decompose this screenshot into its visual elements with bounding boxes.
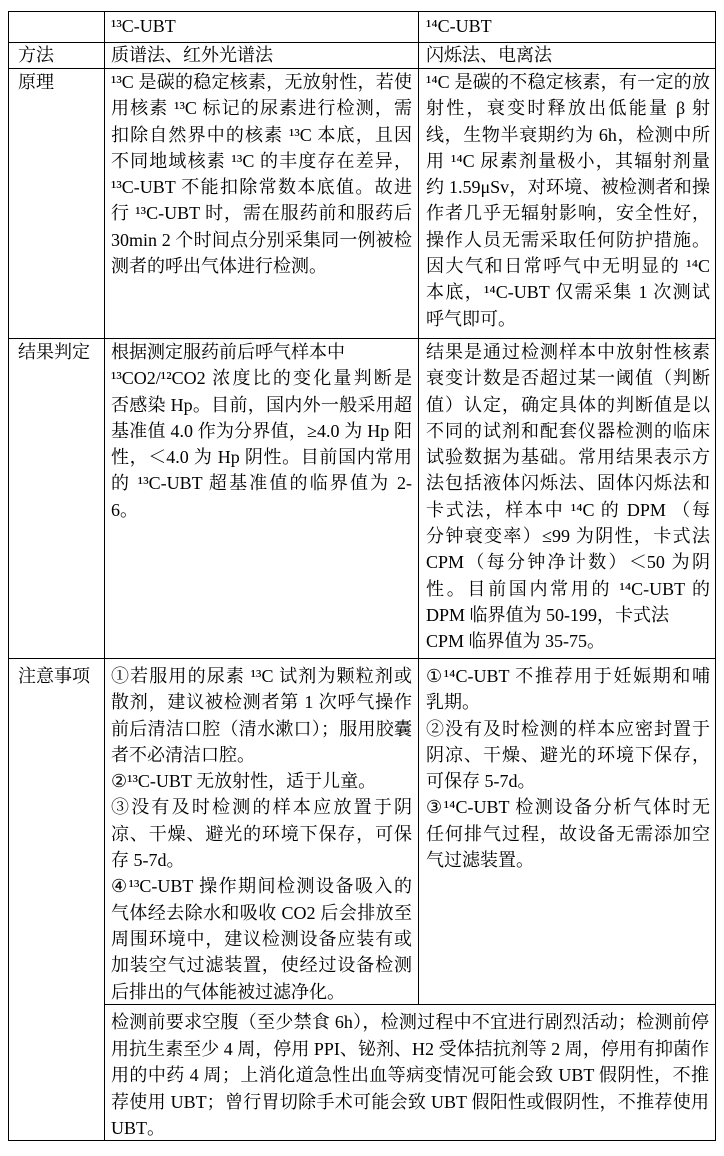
row-label-principle: 原理 (9, 69, 104, 338)
notes-13c-line: 前后清洁口腔（清水漱口）；服用胶囊 (111, 718, 412, 739)
principle-14c-line: 操作人员无需采取任何防护措施。 (426, 229, 710, 250)
principle-13c-line: ¹³C 是碳的稳定核素，无放射性，若使 (111, 72, 412, 92)
result-13c-cell (105, 339, 418, 658)
principle-13c-line: 扣除自然界中的核素 ¹³C 本底，且因 (111, 124, 412, 145)
row-label-result: 结果判定 (9, 339, 104, 658)
notes-14c-line: ②没有及时检测的样本应密封置于 (426, 718, 710, 739)
result-14c-line: 不同的试剂和配套仪器检测的临床 (426, 420, 710, 441)
principle-13c-line: 不同地域核素 ¹³C 的丰度存在差异， (111, 150, 412, 171)
result-14c-line: 值）认定，确定具体的判断值是以 (426, 394, 710, 415)
notes-14c-line: ①¹⁴C-UBT 不推荐用于妊娠期和哺 (426, 666, 710, 686)
notes-common-line: UBT。 (111, 1118, 165, 1138)
principle-13c-line: 用核素 ¹³C 标记的尿素进行检测，需 (111, 98, 412, 119)
notes-13c-line: 者不必清洁口腔。 (111, 744, 255, 765)
notes-13c-line: 周围环境中，建议检测设备应装有或 (111, 928, 412, 949)
principle-14c-line: 呼气即可。 (426, 308, 516, 329)
notes-13c-line: ④¹³C-UBT 操作期间检测设备吸入的 (111, 876, 412, 897)
notes-13c-line: 散剂，建议被检测者第 1 次呼气操作 (111, 692, 412, 713)
notes-14c-line: 气过滤装置。 (426, 850, 534, 871)
principle-13c-line: 行 ¹³C-UBT 时，需在服药前和服药后 (111, 203, 412, 224)
result-13c-line: 6。 (111, 499, 138, 520)
result-14c-line: DPM 临界值为 50-199，卡式法 (426, 604, 670, 625)
notes-common-line: 用的中药 4 周；上消化道急性出血等病变情况可能会致 UBT 假阴性，不推 (111, 1065, 709, 1085)
header-13c-ubt: ¹³C-UBT (105, 12, 418, 42)
result-14c-line: 结果是通过检测样本中放射性核素 (426, 342, 710, 362)
notes-13c-line: 加装空气过滤装置，使经过设备检测 (111, 955, 412, 976)
method-13c-cell: 质谱法、红外光谱法 (105, 43, 418, 68)
result-14c-line: 衰变计数是否超过某一阈值（判断 (426, 368, 710, 389)
result-14c-line: CPM 临界值为 35-75。 (426, 631, 606, 652)
notes-13c-line: ②¹³C-UBT 无放射性，适于儿童。 (111, 771, 377, 792)
result-13c-line: 基准值 4.0 作为分界值，≥4.0 为 Hp 阳 (111, 420, 412, 441)
header-14c-ubt: ¹⁴C-UBT (419, 12, 715, 42)
result-14c-cell (419, 339, 715, 658)
principle-13c-line: 30min 2 个时间点分别采集同一例被检 (111, 229, 412, 250)
result-14c-line: 卡式法，样本中 ¹⁴C 的 DPM （每 (426, 499, 710, 520)
result-14c-line: CPM（每分钟净计数）＜50 为阴 (426, 552, 710, 573)
notes-13c-line: ①若服用的尿素 ¹³C 试剂为颗粒剂或 (111, 666, 412, 686)
result-13c-line: 性，＜4.0 为 Hp 阴性。目前国内常用 (111, 447, 412, 468)
notes-common-line: 检测前要求空腹（至少禁食 6h），检测过程中不宜进行剧烈活动；检测前停 (111, 1012, 709, 1032)
notes-13c-line: 后排出的气体能被过滤净化。 (111, 981, 345, 1002)
principle-13c-cell (105, 69, 418, 338)
principle-14c-cell (419, 69, 715, 338)
principle-13c-line: ¹³C-UBT 不能扣除常数本底值。故进 (111, 177, 412, 198)
notes-13c-line: 凉、干燥、避光的环境下保存，可保 (111, 823, 412, 844)
notes-14c-line: 阴凉、干燥、避光的环境下保存， (426, 744, 710, 765)
principle-14c-line: 约 1.59μSv，对环境、被检测者和操 (426, 177, 710, 198)
notes-14c-line: 任何排气过程，故设备无需添加空 (426, 823, 710, 844)
principle-14c-line: 射性，衰变时释放出低能量 β 射 (426, 98, 710, 119)
notes-13c-line: 存 5-7d。 (111, 850, 185, 871)
result-14c-line: 性。目前国内常用的 ¹⁴C-UBT 的 (426, 578, 710, 599)
result-13c-line: 否感染 Hp。目前，国内外一般采用超 (111, 394, 412, 415)
notes-13c-line: 气体经去除水和吸收 CO2 后会排放至 (111, 902, 412, 923)
notes-common-line: 荐使用 UBT；曾行胃切除手术可能会致 UBT 假阳性或假阴性，不推荐使用 (111, 1091, 709, 1112)
notes-common-line: 用抗生素至少 4 周，停用 PPI、铋剂、H2 受体拮抗剂等 2 周，停用有抑菌作 (111, 1038, 709, 1059)
principle-14c-line: 作者几乎无辐射影响，安全性好， (426, 203, 710, 224)
row-label-notes: 注意事项 (9, 659, 104, 1140)
notes-14c-line: ③¹⁴C-UBT 检测设备分析气体时无 (426, 797, 710, 818)
notes-common-cell (105, 1005, 715, 1140)
notes-14c-line: 乳期。 (426, 692, 480, 713)
notes-14c-line: 可保存 5-7d。 (426, 771, 536, 792)
principle-14c-line: 因大气和日常呼气中无明显的 ¹⁴C (426, 256, 710, 277)
result-14c-line: 法包括液体闪烁法、固体闪烁法和 (426, 473, 710, 494)
principle-14c-line: 线，生物半衰期约为 6h，检测中所 (426, 124, 710, 145)
row-label-method: 方法 (9, 43, 104, 68)
result-14c-line: 试验数据为基础。常用结果表示方 (426, 447, 710, 468)
notes-13c-line: ③没有及时检测的样本应放置于阴 (111, 797, 412, 818)
comparison-table (8, 11, 716, 1141)
principle-14c-line: 本底，¹⁴C-UBT 仅需采集 1 次测试 (426, 282, 710, 303)
notes-13c-cell (105, 659, 418, 1004)
result-14c-line: 分钟衰变率）≤99 为阴性，卡式法 (426, 526, 710, 547)
principle-14c-line: ¹⁴C 是碳的不稳定核素，有一定的放 (426, 72, 710, 92)
result-13c-line: ¹³CO2/¹²CO2 浓度比的变化量判断是 (111, 368, 412, 389)
header-corner-cell (9, 12, 104, 42)
result-13c-line: 根据测定服药前后呼气样本中 (111, 342, 345, 362)
principle-14c-line: 用 ¹⁴C 尿素剂量极小，其辐射剂量 (426, 150, 710, 171)
method-14c-cell: 闪烁法、电离法 (419, 43, 715, 68)
notes-14c-cell (419, 659, 715, 1004)
result-13c-line: 的 ¹³C-UBT 超基准值的临界值为 2- (111, 473, 412, 494)
principle-13c-line: 测者的呼出气体进行检测。 (111, 256, 327, 277)
